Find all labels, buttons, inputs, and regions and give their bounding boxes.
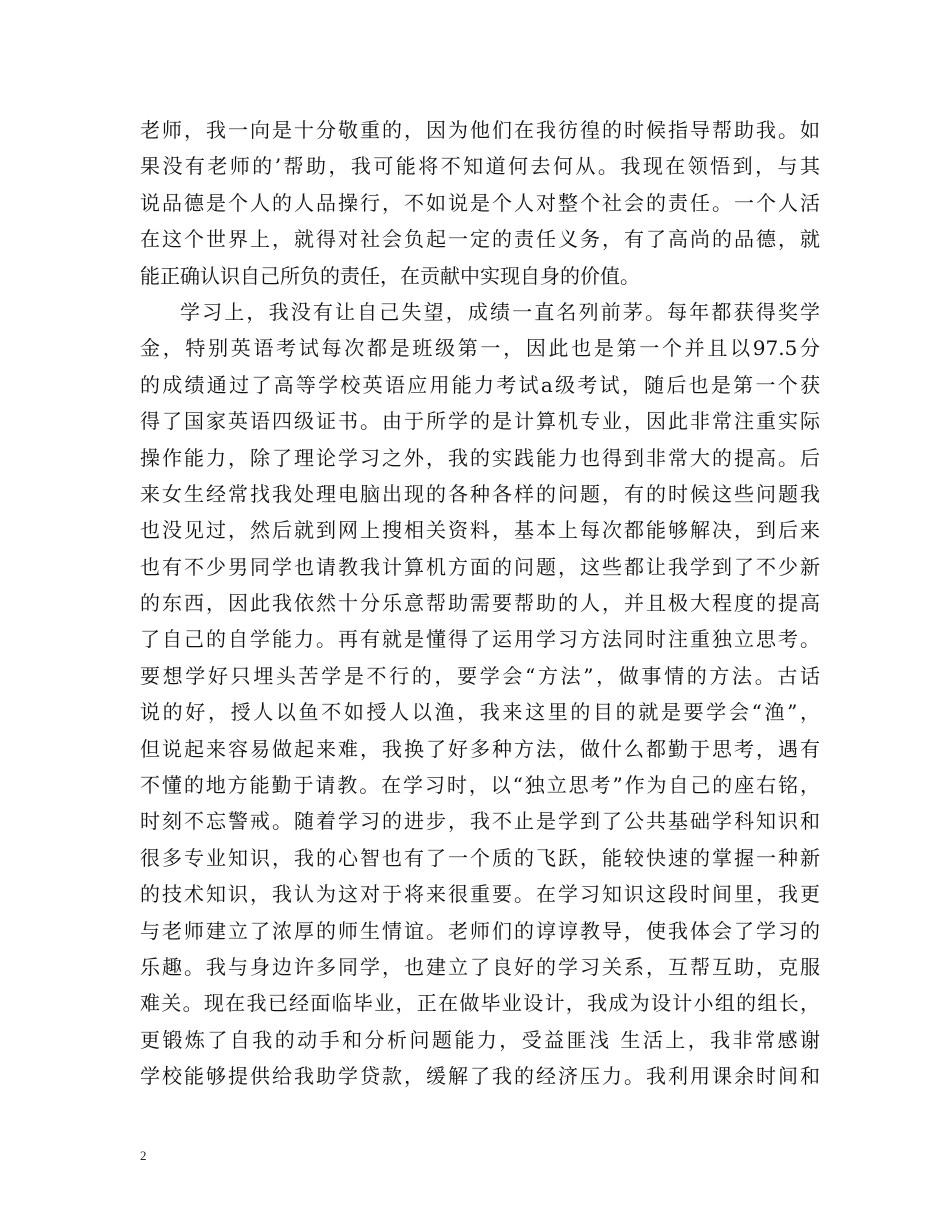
text-line: 也没见过，然后就到网上搜相关资料，基本上每次都能够解决，到后来 [140, 518, 820, 543]
text-line: 更锻炼了自我的动手和分析问题能力，受益匪浅 生活上，我非常感谢 [140, 1027, 820, 1052]
text-line: 很多专业知识，我的心智也有了一个质的飞跃，能较快速的掌握一种新 [140, 845, 820, 870]
paragraph-first-line: 学习上，我没有让自己失望，成绩一直名列前茅。每年都获得奖学 [180, 299, 820, 324]
text-line: 能正确认识自己所负的责任，在贡献中实现自身的价值。 [140, 263, 640, 288]
text-line: 学校能够提供给我助学贷款，缓解了我的经济压力。我利用课余时间和 [140, 1064, 820, 1089]
text-line: 但说起来容易做起来难，我换了好多种方法，做什么都勤于思考，遇有 [140, 736, 820, 761]
text-line: 乐趣。我与身边许多同学，也建立了良好的学习关系，互帮互助，克服 [140, 954, 820, 979]
page-number: 2 [140, 1148, 147, 1163]
text-line: 了自己的自学能力。再有就是懂得了运用学习方法同时注重独立思考。 [140, 627, 820, 652]
text-line: 时刻不忘警戒。随着学习的进步，我不止是学到了公共基础学科知识和 [140, 809, 820, 834]
text-line: 也有不少男同学也请教我计算机方面的问题，这些都让我学到了不少新 [140, 554, 820, 579]
text-line: 不懂的地方能勤于请教。在学习时，以“独立思考”作为自己的座右铭， [140, 773, 820, 798]
body-text [140, 112, 820, 1095]
text-line: 说品德是个人的人品操行，不如说是个人对整个社会的责任。一个人活 [140, 190, 820, 215]
text-line: 在这个世界上，就得对社会负起一定的责任义务，有了高尚的品德，就 [140, 227, 820, 252]
text-line: 说的好，授人以鱼不如授人以渔，我来这里的目的就是要学会“渔”， [140, 700, 820, 725]
text-line: 要想学好只埋头苦学是不行的，要学会“方法”，做事情的方法。古话 [140, 663, 820, 688]
text-line: 来女生经常找我处理电脑出现的各种各样的问题，有的时候这些问题我 [140, 481, 820, 506]
text-line: 难关。现在我已经面临毕业，正在做毕业设计，我成为设计小组的组长， [140, 991, 820, 1016]
text-line: 操作能力，除了理论学习之外，我的实践能力也得到非常大的提高。后 [140, 445, 820, 470]
text-line: 得了国家英语四级证书。由于所学的是计算机专业，因此非常注重实际 [140, 409, 820, 434]
text-line: 果没有老师的’帮助，我可能将不知道何去何从。我现在领悟到，与其 [140, 154, 820, 179]
text-line: 老师，我一向是十分敬重的，因为他们在我彷徨的时候指导帮助我。如 [140, 118, 820, 142]
text-line: 的技术知识，我认为这对于将来很重要。在学习知识这段时间里，我更 [140, 882, 820, 907]
text-line: 的成绩通过了高等学校英语应用能力考试a级考试，随后也是第一个获 [140, 372, 820, 397]
text-line: 金，特别英语考试每次都是班级第一，因此也是第一个并且以97.5分 [140, 336, 820, 361]
text-line: 与老师建立了浓厚的师生情谊。老师们的谆谆教导，使我体会了学习的 [140, 918, 820, 943]
text-line: 的东西，因此我依然十分乐意帮助需要帮助的人，并且极大程度的提高 [140, 591, 820, 616]
